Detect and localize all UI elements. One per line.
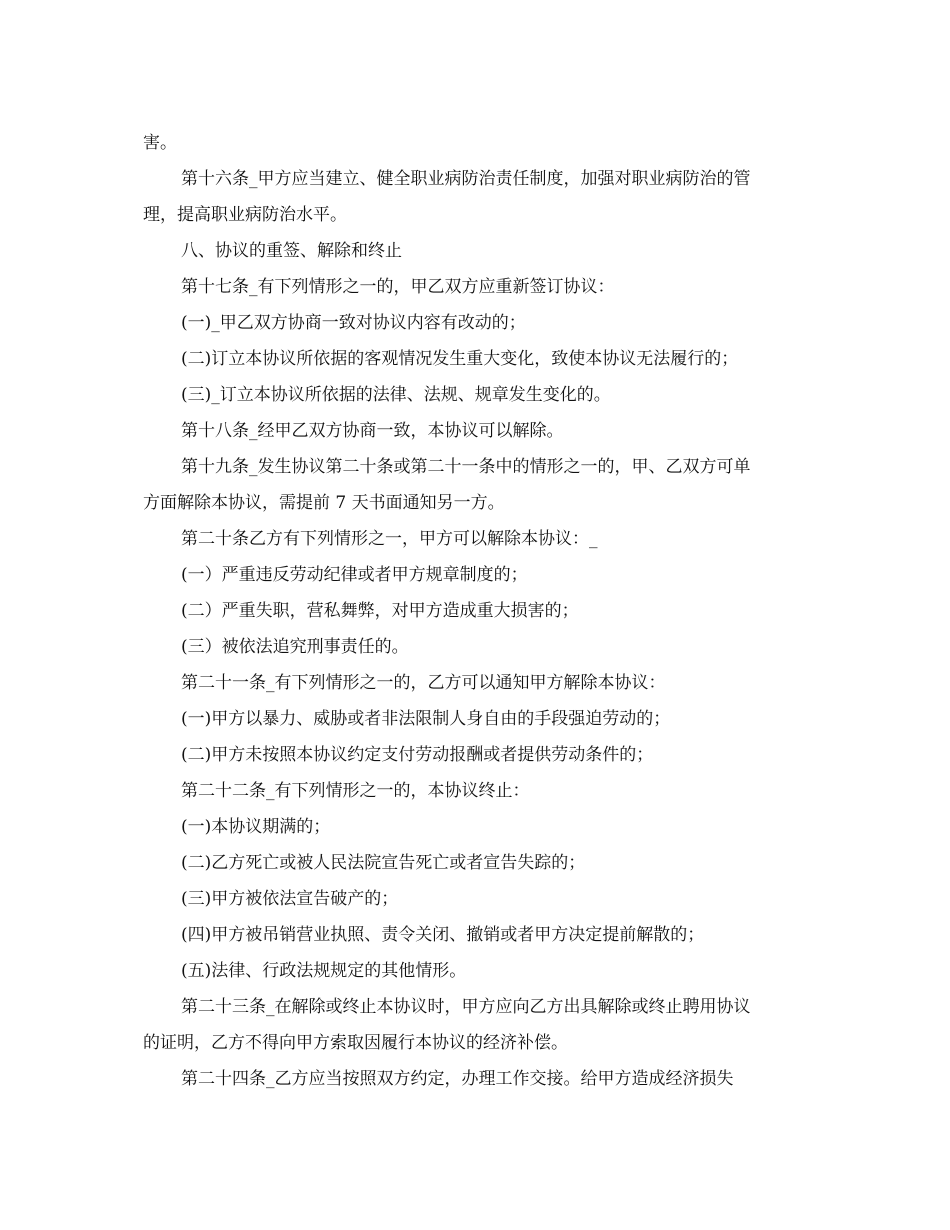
text-line: 的证明，乙方不得向甲方索取因履行本协议的经济补偿。: [143, 1033, 568, 1053]
document-body: [143, 125, 808, 1097]
list-item: (二)订立本协议所依据的客观情况发生重大变化，致使本协议无法履行的；: [181, 349, 739, 369]
article-16-line: 第十六条_甲方应当建立、健全职业病防治责任制度，加强对职业病防治的管: [181, 169, 751, 189]
list-item: (三)_订立本协议所依据的法律、法规、规章发生变化的。: [181, 385, 611, 405]
list-item: (一)_甲乙双方协商一致对协议内容有改动的；: [181, 313, 526, 333]
article-17-line: 第十七条_有下列情形之一的，甲乙双方应重新签订协议：: [181, 277, 615, 297]
list-item: (二)乙方死亡或被人民法院宣告死亡或者宣告失踪的；: [181, 853, 586, 873]
list-item: (三)甲方被依法宣告破产的；: [181, 889, 399, 909]
list-item: (三）被依法追究刑事责任的。: [181, 637, 409, 657]
article-19-line: 第十九条_发生协议第二十条或第二十一条中的情形之一的，甲、乙双方可单: [181, 457, 751, 477]
text-line: 害。: [143, 133, 177, 153]
list-item: (一)甲方以暴力、威胁或者非法限制人身自由的手段强迫劳动的；: [181, 709, 671, 729]
list-item: (二）严重失职，营私舞弊，对甲方造成重大损害的；: [181, 601, 579, 621]
text-line: 理，提高职业病防治水平。: [143, 205, 347, 225]
list-item: (二)甲方未按照本协议约定支付劳动报酬或者提供劳动条件的；: [181, 745, 654, 765]
list-item: (五)法律、行政法规规定的其他情形。: [181, 961, 467, 981]
article-20-line: 第二十条乙方有下列情形之一，甲方可以解除本协议：_: [181, 529, 598, 549]
article-24-line: 第二十四条_乙方应当按照双方约定，办理工作交接。给甲方造成经济损失: [181, 1069, 734, 1089]
article-21-line: 第二十一条_有下列情形之一的，乙方可以通知甲方解除本协议：: [181, 673, 666, 693]
list-item: (一）严重违反劳动纪律或者甲方规章制度的；: [181, 565, 528, 585]
article-22-line: 第二十二条_有下列情形之一的，本协议终止：: [181, 781, 530, 801]
text-line: 方面解除本协议，需提前 7 天书面通知另一方。: [143, 493, 505, 513]
list-item: (四)甲方被吊销营业执照、责令关闭、撤销或者甲方决定提前解散的；: [181, 925, 705, 945]
article-23-line: 第二十三条_在解除或终止本协议时，甲方应向乙方出具解除或终止聘用协议: [181, 997, 751, 1017]
article-18-line: 第十八条_经甲乙双方协商一致，本协议可以解除。: [181, 421, 564, 441]
list-item: (一)本协议期满的；: [181, 817, 331, 837]
section-heading: 八、协议的重签、解除和终止: [181, 241, 402, 261]
